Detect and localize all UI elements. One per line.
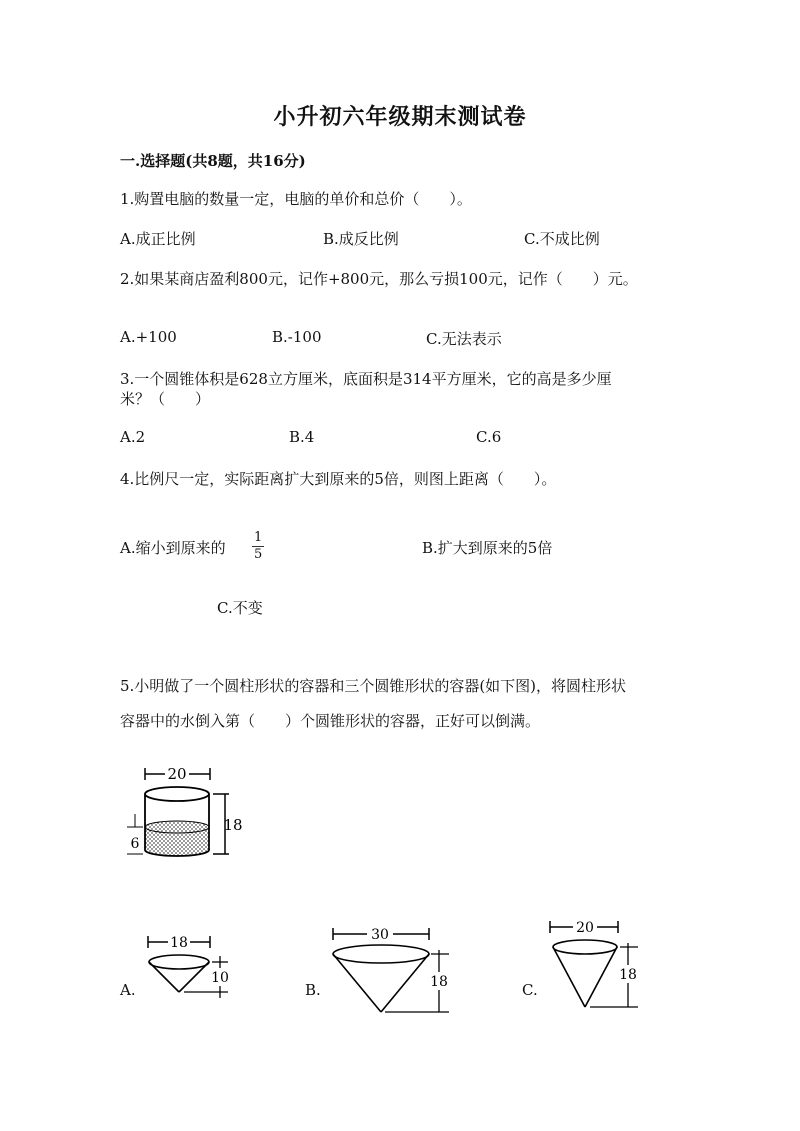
cone-b-figure <box>325 922 455 1017</box>
fraction-numerator: 1 <box>254 530 263 545</box>
cone-c-diameter-label: 20 <box>576 920 594 936</box>
q3-option-b[interactable]: B.4 <box>289 428 315 446</box>
cylinder-top <box>145 787 209 801</box>
cone-b-label[interactable]: B. <box>305 981 321 999</box>
cone-c-height-label: 18 <box>619 967 637 983</box>
question-1: 1.购置电脑的数量一定，电脑的单价和总价（ ）。 <box>120 190 472 208</box>
q4-option-b[interactable]: B.扩大到原来的5倍 <box>422 539 553 557</box>
q3-option-a[interactable]: A.2 <box>120 428 146 446</box>
cylinder-water-label: 6 <box>130 836 140 852</box>
q1-option-a[interactable]: A.成正比例 <box>120 230 196 248</box>
page-title: 小升初六年级期末测试卷 <box>273 104 527 130</box>
question-5-line-1: 5.小明做了一个圆柱形状的容器和三个圆锥形状的容器(如下图)，将圆柱形状 <box>120 677 627 695</box>
q2-option-b[interactable]: B.-100 <box>272 328 322 346</box>
q4-fraction <box>252 530 264 563</box>
q2-option-c[interactable]: C.无法表示 <box>426 330 502 348</box>
question-5-line-2: 容器中的水倒入第（ ）个圆锥形状的容器，正好可以倒满。 <box>120 712 541 730</box>
q1-option-b[interactable]: B.成反比例 <box>323 230 399 248</box>
question-3-line-1: 3.一个圆锥体积是628立方厘米，底面积是314平方厘米，它的高是多少厘 <box>120 370 612 388</box>
q2-option-a[interactable]: A.+100 <box>120 328 177 346</box>
q1-option-c[interactable]: C.不成比例 <box>524 230 600 248</box>
cone-a-label[interactable]: A. <box>120 981 136 999</box>
cone-a-diameter-label: 18 <box>170 935 188 951</box>
cylinder-diameter-label: 20 <box>167 765 187 783</box>
q3-option-c[interactable]: C.6 <box>476 428 502 446</box>
cone-b-height-label: 18 <box>430 974 448 990</box>
cone-c-label[interactable]: C. <box>522 981 538 999</box>
cone-c-figure <box>542 915 647 1015</box>
fraction-denominator: 5 <box>254 547 263 562</box>
cone-a-height-label: 10 <box>211 970 229 986</box>
section-heading: 一.选择题(共8题，共16分) <box>120 152 306 170</box>
question-2: 2.如果某商店盈利800元，记作+800元，那么亏损100元，记作（ ）元。 <box>120 270 638 288</box>
q4-option-c[interactable]: C.不变 <box>217 599 263 617</box>
question-3-line-2: 米？（ ） <box>120 390 211 408</box>
cylinder-height-label: 18 <box>223 816 243 834</box>
question-4: 4.比例尺一定，实际距离扩大到原来的5倍，则图上距离（ ）。 <box>120 470 557 488</box>
cone-b-diameter-label: 30 <box>371 927 389 943</box>
cylinder-figure <box>125 762 245 872</box>
cone-a-figure <box>140 930 235 1005</box>
q4-option-a[interactable]: A.缩小到原来的 <box>120 539 226 557</box>
